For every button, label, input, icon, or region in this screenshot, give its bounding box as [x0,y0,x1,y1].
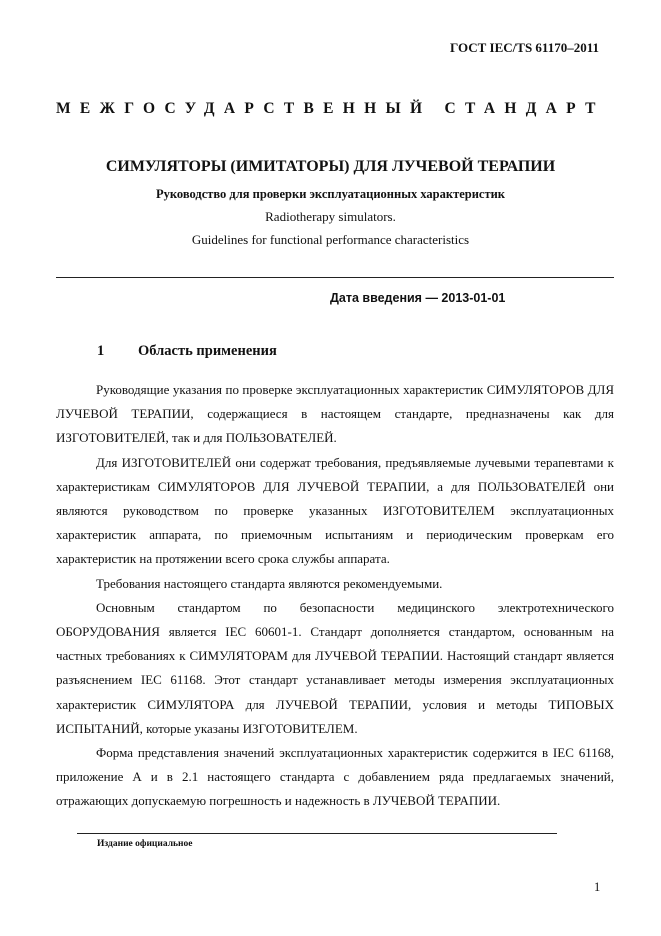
english-title-line-2: Guidelines for functional performance characteristics [191,232,470,247]
footer-divider [77,833,557,834]
document-title: СИМУЛЯТОРЫ (ИМИТАТОРЫ) ДЛЯ ЛУЧЕВОЙ ТЕРАПИИ [105,158,556,175]
standard-code: ГОСТ IEC/TS 61170–2011 [450,40,599,55]
section-title: Область применения [138,343,277,359]
header-divider [56,277,614,278]
paragraph: Основным стандартом по безопасности медицинского электротехнического ОБОРУДОВАНИЯ является IEC 60601-1. Стандарт дополняется стандартом, основанным на частных требованиях к СИМУЛЯТОРАМ для ЛУЧЕВОЙ ТЕРАПИИ. Настоящий стандарт является разъяснением IEC 61168. Этот стандарт устанавливает методы измерения эксплуатационных характеристик СИМУЛЯТОРА для ЛУЧЕВОЙ ТЕРАПИИ, условия и методы ТИПОВЫХ ИСПЫТАНИЙ, которые указаны ИЗГОТОВИТЕЛЕМ. [56,599,614,736]
paragraph: Форма представления значений эксплуатационных характеристик содержится в IEC 61168, приложение А и в 2.1 настоящего стандарта с добавлением ряда предлагаемых значений, отражающих допускаемую погрешность и надежность в ЛУЧЕВОЙ ТЕРАПИИ. [56,745,614,809]
english-title-line-1: Radiotherapy simulators. [265,209,396,224]
section-body [56,378,614,814]
document-subtitle: Руководство для проверки эксплуатационных характеристик [155,187,506,201]
introduction-date: Дата введения — 2013-01-01 [330,291,506,305]
section-number: 1 [97,343,105,359]
official-edition-note: Издание официальное [97,839,193,849]
paragraph: Требования настоящего стандарта являются рекомендуемыми. [96,575,443,591]
page-number: 1 [594,880,601,894]
paragraph: Руководящие указания по проверке эксплуатационных характеристик СИМУЛЯТОРОВ ДЛЯ ЛУЧЕВОЙ ТЕРАПИИ, содержащиеся в настоящем стандарте, предназначены как для ИЗГОТОВИТЕЛЕЙ, так и для ПОЛЬЗОВАТЕЛЕЙ. [56,382,614,446]
interstate-standard-banner: МЕЖГОСУДАРСТВЕННЫЙ СТАНДАРТ [56,100,605,117]
paragraph: Для ИЗГОТОВИТЕЛЕЙ они содержат требования, предъявляемые лучевыми терапевтами к характеристикам СИМУЛЯТОРОВ ДЛЯ ЛУЧЕВОЙ ТЕРАПИИ, а для ПОЛЬЗОВАТЕЛЕЙ они являются руководством по проверке указанных ИЗГОТОВИТЕЛЕМ эксплуатационных характеристик аппарата, по приемочным испытаниям и периодическим проверкам его характеристик на протяжении всего срока службы аппарата. [56,454,614,567]
